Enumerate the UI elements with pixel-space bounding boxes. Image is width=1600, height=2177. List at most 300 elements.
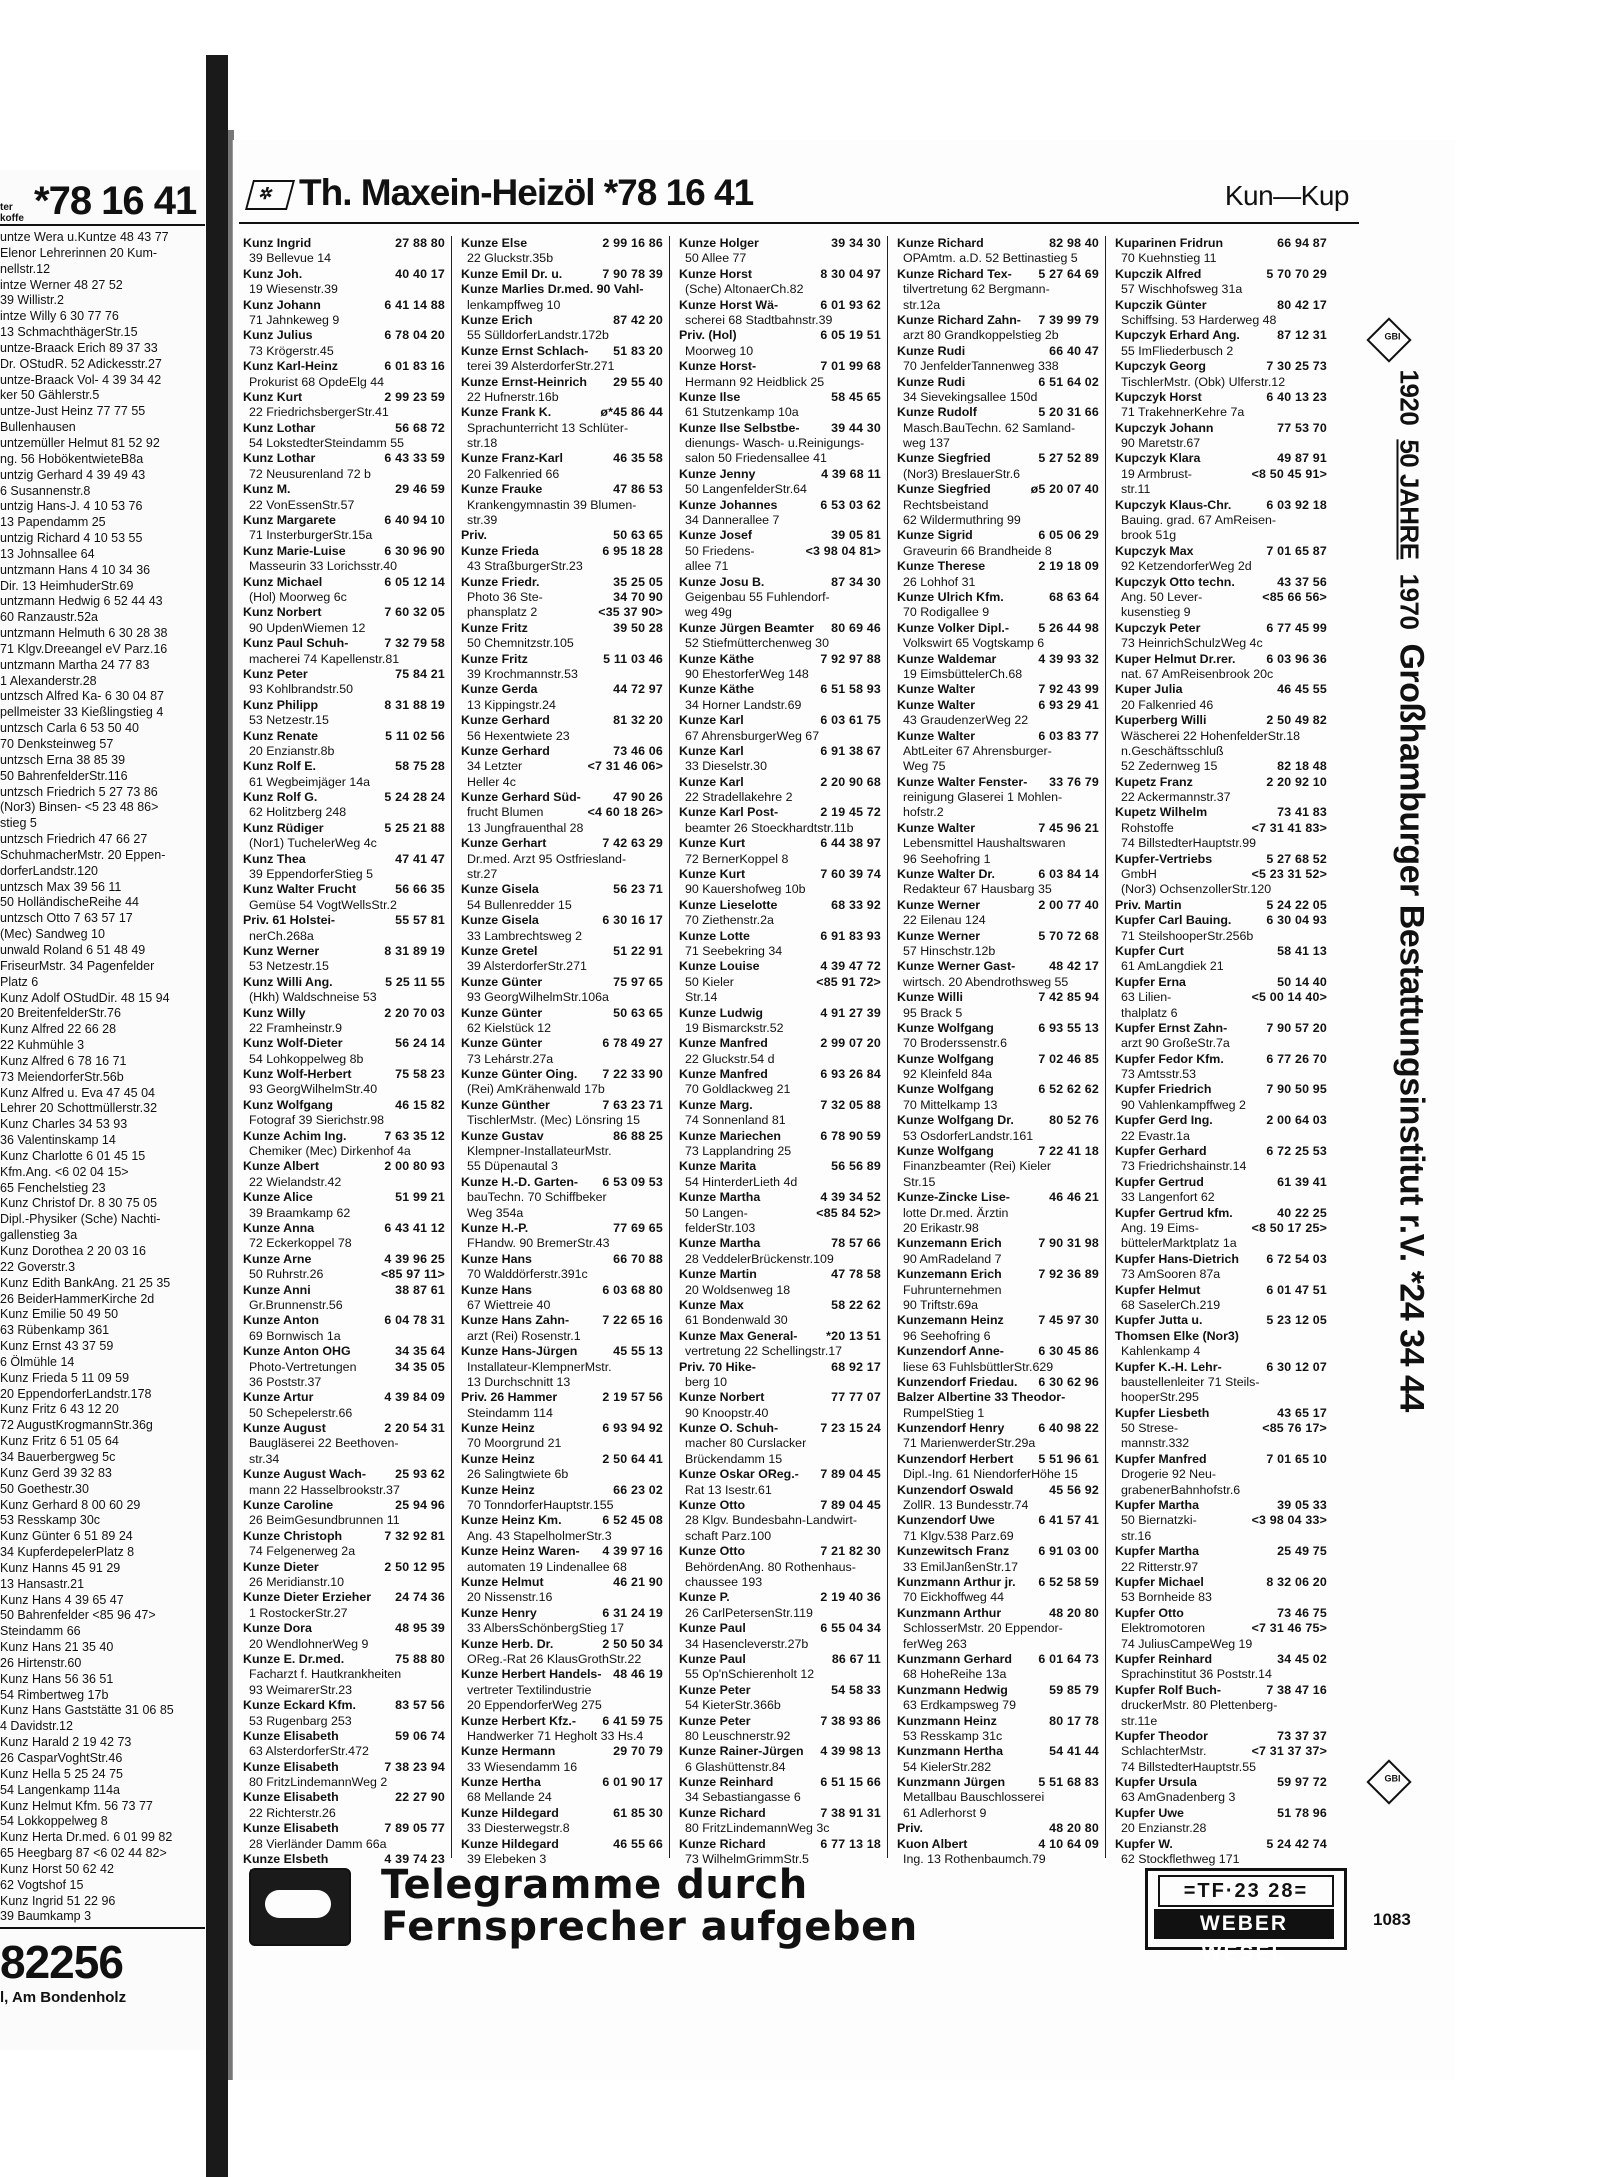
directory-entry bbox=[897, 1775, 1101, 1790]
entry-phone: 6 55 04 34 bbox=[820, 1621, 881, 1636]
directory-entry bbox=[897, 344, 1101, 359]
directory-entry bbox=[461, 667, 665, 682]
facing-entry-line: 22 Kuhmühle 3 bbox=[0, 1038, 85, 1053]
facing-entry-line: 65 Heegbarg 87 <6 02 44 82> bbox=[0, 1846, 167, 1861]
entry-phone: <7 31 37 37> bbox=[1251, 1744, 1327, 1759]
directory-entry bbox=[897, 282, 1101, 297]
entry-phone bbox=[441, 744, 447, 759]
facing-entry-line: 39 Willistr.2 bbox=[0, 293, 64, 308]
entry-phone: 6 40 98 22 bbox=[1038, 1421, 1099, 1436]
directory-entry bbox=[243, 1067, 447, 1082]
directory-entry bbox=[679, 559, 883, 574]
entry-text: 90 Vahlenkampffweg 2 bbox=[1121, 1097, 1246, 1112]
entry-phone: 5 27 68 52 bbox=[1266, 851, 1327, 866]
entry-phone: 6 91 38 67 bbox=[820, 743, 881, 758]
directory-entry bbox=[897, 1021, 1101, 1036]
directory-entry bbox=[897, 882, 1101, 897]
entry-text: schaft Parz.100 bbox=[685, 1528, 772, 1543]
entry-text: 90 Maretstr.67 bbox=[1121, 436, 1201, 451]
entry-phone bbox=[1095, 744, 1101, 759]
entry-text: Kunze Siegfried bbox=[897, 482, 991, 497]
entry-phone bbox=[1095, 1806, 1101, 1821]
entry-phone bbox=[877, 1760, 883, 1775]
directory-entry bbox=[679, 1714, 883, 1729]
entry-text: felderStr.103 bbox=[685, 1221, 756, 1235]
directory-entry bbox=[461, 605, 665, 620]
entry-phone: 54 58 33 bbox=[831, 1682, 881, 1697]
directory-entry bbox=[461, 528, 665, 543]
directory-entry bbox=[1115, 344, 1329, 359]
entry-phone bbox=[441, 805, 447, 820]
entry-phone bbox=[441, 1667, 447, 1682]
entry-phone: <85 91 72> bbox=[816, 974, 881, 989]
facing-entry-line: Kfm.Ang. <6 02 04 15> bbox=[0, 1164, 129, 1179]
entry-text: Kunze Elsbeth bbox=[243, 1852, 329, 1867]
entry-phone bbox=[441, 1606, 447, 1621]
directory-entry bbox=[243, 298, 447, 313]
facing-entry-line: 72 AugustKrogmannStr.36g bbox=[0, 1418, 153, 1433]
facing-entry-line: gallenstieg 3a bbox=[0, 1228, 78, 1243]
directory-entry bbox=[1115, 944, 1329, 959]
entry-text: Kunze Norbert bbox=[679, 1390, 765, 1405]
entry-text: Kunze Günter bbox=[461, 1036, 543, 1051]
directory-entry bbox=[1115, 1082, 1329, 1097]
entry-phone bbox=[1095, 1621, 1101, 1636]
directory-entry bbox=[897, 236, 1101, 251]
facing-entry-line: Kunz Ernst 43 37 59 bbox=[0, 1339, 114, 1354]
directory-entry bbox=[897, 1329, 1101, 1344]
directory-entry bbox=[897, 1421, 1101, 1436]
entry-text: 72 Neusurenland 72 b bbox=[249, 466, 371, 481]
directory-entry bbox=[897, 1313, 1101, 1328]
entry-phone: 6 30 45 86 bbox=[1038, 1344, 1099, 1359]
directory-entry bbox=[461, 1590, 665, 1605]
entry-phone bbox=[877, 451, 883, 466]
entry-phone: 2 99 23 59 bbox=[384, 389, 445, 404]
directory-entry bbox=[897, 251, 1101, 266]
directory-entry bbox=[461, 1313, 665, 1328]
directory-entry bbox=[897, 513, 1101, 528]
directory-entry bbox=[1115, 1329, 1329, 1344]
entry-text: Sprachunterricht 13 Schlüter- bbox=[467, 420, 629, 435]
directory-entry bbox=[897, 775, 1101, 790]
entry-text: Kunze Ludwig bbox=[679, 1005, 763, 1020]
entry-phone bbox=[659, 1821, 665, 1836]
directory-entry bbox=[1115, 836, 1329, 851]
entry-text: 74 JuliusCampeWeg 19 bbox=[1121, 1636, 1253, 1651]
entry-phone: 8 30 04 97 bbox=[820, 266, 881, 281]
entry-phone: 2 19 57 56 bbox=[602, 1390, 663, 1405]
entry-phone bbox=[1095, 1298, 1101, 1313]
entry-text: Kunz Paul Schuh- bbox=[243, 636, 349, 651]
directory-entry bbox=[679, 1313, 883, 1328]
entry-text: Kunze Martha bbox=[679, 1236, 761, 1251]
entry-phone bbox=[1323, 1236, 1329, 1251]
entry-text: Kunze Rainer-Jürgen bbox=[679, 1744, 804, 1759]
entry-text: 62 Holitzberg 248 bbox=[249, 805, 347, 820]
entry-phone bbox=[1323, 1714, 1329, 1729]
entry-phone bbox=[659, 1560, 665, 1575]
directory-entry bbox=[897, 1806, 1101, 1821]
directory-entry bbox=[1115, 882, 1329, 897]
entry-phone: 8 31 88 19 bbox=[384, 697, 445, 712]
directory-entry bbox=[243, 1621, 447, 1636]
entry-phone: 59 06 74 bbox=[395, 1728, 445, 1743]
entry-text: Kunze Jenny bbox=[679, 466, 756, 481]
directory-entry bbox=[243, 1283, 447, 1298]
entry-text: 53 Resskamp 31c bbox=[903, 1728, 1003, 1743]
entry-phone: ø*45 86 44 bbox=[600, 405, 663, 420]
directory-entry bbox=[1115, 1698, 1329, 1713]
entry-text: terei 39 AlsterdorferStr.271 bbox=[467, 359, 615, 374]
entry-text: Kunze Henry bbox=[461, 1605, 537, 1620]
facing-entry-line: Dr. OStudR. 52 Adickesstr.27 bbox=[0, 356, 162, 371]
entry-text: 67 Wiettreie 40 bbox=[467, 1297, 551, 1312]
entry-phone: 81 32 20 bbox=[613, 713, 663, 728]
entry-text: Gemüse 54 VogtWellsStr.2 bbox=[249, 897, 397, 912]
directory-entry bbox=[897, 1098, 1101, 1113]
directory-entry bbox=[461, 1513, 665, 1528]
facing-entry-line: Kunz Horst 50 62 42 bbox=[0, 1861, 114, 1876]
entry-text: (Nor3) OchsenzollerStr.120 bbox=[1121, 882, 1272, 897]
entry-phone bbox=[1323, 1067, 1329, 1082]
entry-phone bbox=[1095, 251, 1101, 266]
directory-entry bbox=[243, 1360, 447, 1375]
entry-phone bbox=[1095, 1729, 1101, 1744]
entry-phone: 2 19 18 09 bbox=[1038, 559, 1099, 574]
entry-text: 68 Mellande 24 bbox=[467, 1790, 552, 1805]
entry-text: Kunze Manfred bbox=[679, 1036, 768, 1051]
entry-phone: 6 30 16 17 bbox=[602, 913, 663, 928]
directory-entry bbox=[461, 1606, 665, 1621]
entry-phone: 7 23 15 24 bbox=[820, 1421, 881, 1436]
entry-text: Ang. 43 StapelholmerStr.3 bbox=[467, 1528, 612, 1543]
entry-text: Kunze Hildegard bbox=[461, 1836, 559, 1851]
directory-entry bbox=[897, 1560, 1101, 1575]
directory-entry bbox=[897, 929, 1101, 944]
directory-entry bbox=[897, 1113, 1101, 1128]
entry-text: brook 51g bbox=[1121, 528, 1177, 543]
entry-phone: 6 41 57 41 bbox=[1038, 1513, 1099, 1528]
directory-entry bbox=[1115, 590, 1329, 605]
directory-entry bbox=[679, 1221, 883, 1236]
directory-entry bbox=[679, 652, 883, 667]
entry-phone bbox=[659, 251, 665, 266]
entry-text: Graveurin 66 Brandheide 8 bbox=[903, 543, 1052, 558]
directory-entry bbox=[1115, 1344, 1329, 1359]
entry-text: 70 Broderssenstr.6 bbox=[903, 1036, 1008, 1051]
entry-phone: 22 27 90 bbox=[395, 1790, 445, 1805]
entry-text: 50 Kieler bbox=[685, 974, 734, 989]
entry-text: str.18 bbox=[467, 436, 498, 451]
directory-entry bbox=[897, 790, 1101, 805]
entry-phone bbox=[441, 1082, 447, 1097]
entry-phone bbox=[659, 667, 665, 682]
directory-entry bbox=[1115, 1837, 1329, 1852]
entry-text: Str.15 bbox=[903, 1174, 936, 1189]
directory-entry bbox=[897, 1283, 1101, 1298]
entry-phone bbox=[441, 1637, 447, 1652]
directory-entry bbox=[461, 1113, 665, 1128]
entry-phone: 51 99 21 bbox=[395, 1190, 445, 1205]
directory-entry bbox=[461, 1683, 665, 1698]
directory-entry bbox=[243, 1021, 447, 1036]
directory-entry bbox=[461, 1483, 665, 1498]
entry-phone bbox=[659, 1406, 665, 1421]
entry-text: Kunze Herb. Dr. bbox=[461, 1636, 554, 1651]
directory-entry bbox=[897, 1067, 1101, 1082]
entry-text: scherei 68 Stadtbahnstr.39 bbox=[685, 312, 833, 327]
entry-phone bbox=[877, 405, 883, 420]
entry-text: Kunze P. bbox=[679, 1590, 730, 1605]
entry-text: 70 Goldlackweg 21 bbox=[685, 1082, 791, 1097]
entry-phone bbox=[877, 790, 883, 805]
entry-phone: 73 46 75 bbox=[1277, 1605, 1327, 1620]
directory-entry bbox=[679, 375, 883, 390]
entry-phone bbox=[877, 1344, 883, 1359]
entry-phone: 5 24 22 05 bbox=[1266, 897, 1327, 912]
entry-text: Kunze Werner bbox=[897, 897, 981, 912]
directory-entry bbox=[461, 513, 665, 528]
directory-entry bbox=[243, 251, 447, 266]
entry-phone bbox=[1323, 929, 1329, 944]
directory-entry bbox=[461, 1375, 665, 1390]
directory-entry bbox=[461, 1714, 665, 1729]
entry-phone: 29 55 40 bbox=[613, 374, 663, 389]
entry-phone bbox=[659, 436, 665, 451]
facing-entry-line: Kunz Fritz 6 43 12 20 bbox=[0, 1402, 119, 1417]
entry-text: Kunz Wolf-Dieter bbox=[243, 1036, 343, 1051]
entry-text: Kunz Willy bbox=[243, 1005, 306, 1020]
directory-entry bbox=[461, 1283, 665, 1298]
facing-entry-line: 4 Davidstr.12 bbox=[0, 1719, 73, 1734]
entry-text: Kunze Paul bbox=[679, 1651, 746, 1666]
entry-phone: 39 34 30 bbox=[831, 236, 881, 250]
entry-text: 80 FritzLindemannWeg 2 bbox=[249, 1775, 388, 1790]
directory-entry bbox=[679, 1744, 883, 1759]
directory-entry bbox=[243, 1390, 447, 1405]
directory-entry bbox=[461, 898, 665, 913]
entry-text: Prokurist 68 OpdeElg 44 bbox=[249, 374, 384, 389]
entry-phone: 47 86 53 bbox=[613, 482, 663, 497]
entry-text: Kunze August bbox=[243, 1421, 326, 1436]
directory-entry bbox=[243, 698, 447, 713]
entry-phone bbox=[659, 467, 665, 482]
entry-text: Kunze Johannes bbox=[679, 497, 778, 512]
entry-phone bbox=[877, 1513, 883, 1528]
entry-phone: 7 92 36 89 bbox=[1038, 1267, 1099, 1282]
entry-phone: 4 91 27 39 bbox=[820, 1005, 881, 1020]
directory-entry bbox=[461, 559, 665, 574]
entry-text: BehördenAng. 80 Rothenhaus- bbox=[685, 1559, 856, 1574]
entry-text: 26 Meridianstr.10 bbox=[249, 1574, 345, 1589]
directory-entry bbox=[243, 775, 447, 790]
directory-entry bbox=[243, 1821, 447, 1836]
entry-text: Kunzewitsch Franz bbox=[897, 1544, 1010, 1559]
entry-text: Kunz Johann bbox=[243, 297, 321, 312]
entry-phone: 7 60 39 74 bbox=[820, 867, 881, 882]
entry-text: 20 Falkenried 66 bbox=[467, 466, 560, 481]
entry-phone bbox=[659, 390, 665, 405]
entry-text: Kunze Elisabeth bbox=[243, 1821, 339, 1836]
entry-text: TischlerMstr. (Mec) Lönsring 15 bbox=[467, 1113, 641, 1128]
entry-phone bbox=[659, 1590, 665, 1605]
entry-phone: 6 30 96 90 bbox=[384, 543, 445, 558]
entry-text: Kupczyk Johann bbox=[1115, 420, 1214, 435]
entry-phone bbox=[1323, 513, 1329, 528]
entry-phone: 58 41 13 bbox=[1277, 943, 1327, 958]
entry-phone bbox=[1095, 667, 1101, 682]
entry-phone bbox=[877, 590, 883, 605]
entry-text: nerCh.268a bbox=[249, 928, 314, 943]
entry-text: 61 Bondenwald 30 bbox=[685, 1313, 788, 1328]
entry-text: Kupetz Wilhelm bbox=[1115, 805, 1208, 820]
facing-entry-line: 62 Vogtshof 15 bbox=[0, 1877, 84, 1892]
directory-entry bbox=[461, 298, 665, 313]
facing-entry-line: Kunz Hans 4 39 65 47 bbox=[0, 1592, 124, 1607]
directory-entry bbox=[897, 575, 1101, 590]
entry-phone bbox=[441, 1144, 447, 1159]
directory-entry bbox=[897, 1129, 1101, 1144]
facing-entry-line: Kunz Harald 2 19 42 73 bbox=[0, 1735, 132, 1750]
entry-phone bbox=[1323, 882, 1329, 897]
directory-entry bbox=[897, 682, 1101, 697]
entry-phone bbox=[877, 313, 883, 328]
funeral-logo-icon: GBI bbox=[1366, 317, 1411, 362]
entry-phone bbox=[1095, 1667, 1101, 1682]
entry-phone bbox=[659, 1621, 665, 1636]
directory-entry bbox=[897, 267, 1101, 282]
entry-text: 36 Poststr.37 bbox=[249, 1374, 322, 1389]
entry-text: 96 Seehofring 1 bbox=[903, 851, 991, 866]
entry-text: Kupfer Gerhard bbox=[1115, 1144, 1207, 1159]
directory-entry bbox=[1115, 1452, 1329, 1467]
entry-phone bbox=[877, 1729, 883, 1744]
entry-text: mannstr.332 bbox=[1121, 1436, 1190, 1451]
entry-phone: 2 20 90 68 bbox=[820, 774, 881, 789]
entry-phone: 4 39 96 25 bbox=[384, 1251, 445, 1266]
entry-phone: 6 05 12 14 bbox=[384, 574, 445, 589]
entry-phone bbox=[659, 898, 665, 913]
side-advertisement bbox=[1361, 320, 1431, 1800]
entry-text: str.27 bbox=[467, 867, 498, 882]
facing-entry-line: 1 Alexanderstr.28 bbox=[0, 673, 97, 688]
entry-text: Chemiker (Mec) Dirkenhof 4a bbox=[249, 1144, 411, 1159]
directory-entry bbox=[461, 1667, 665, 1682]
entry-phone bbox=[1323, 1190, 1329, 1205]
entry-phone: 68 33 92 bbox=[831, 897, 881, 912]
directory-entry bbox=[243, 544, 447, 559]
entry-text: Kunze Fritz bbox=[461, 620, 528, 635]
entry-text: Kunze Gerhard Süd- bbox=[461, 790, 581, 805]
entry-text: berg 10 bbox=[685, 1374, 728, 1389]
entry-phone bbox=[441, 313, 447, 328]
entry-phone: 5 51 96 61 bbox=[1038, 1451, 1099, 1466]
entry-phone bbox=[441, 405, 447, 420]
entry-text: Kunze Helmut bbox=[461, 1574, 544, 1589]
entry-phone bbox=[1323, 1760, 1329, 1775]
entry-phone bbox=[441, 1683, 447, 1698]
directory-entry bbox=[897, 698, 1101, 713]
entry-phone bbox=[877, 1667, 883, 1682]
entry-text: 33 Lambrechtsweg 2 bbox=[467, 928, 583, 943]
directory-entry bbox=[897, 667, 1101, 682]
entry-phone bbox=[1095, 1221, 1101, 1236]
directory-entry bbox=[897, 1714, 1101, 1729]
entry-phone bbox=[441, 528, 447, 543]
directory-entry bbox=[679, 467, 883, 482]
entry-text: Kunze Gerhard bbox=[461, 743, 550, 758]
entry-phone: 46 35 58 bbox=[613, 451, 663, 466]
entry-text: Kupetz Franz bbox=[1115, 774, 1193, 789]
entry-text: Kunze Marlies Dr.med. 90 Vahl- bbox=[461, 282, 644, 297]
entry-text: arzt 90 GroßeStr.7a bbox=[1121, 1036, 1230, 1051]
entry-text: 63 Lilien- bbox=[1121, 990, 1172, 1005]
entry-phone bbox=[1095, 436, 1101, 451]
facing-entry-line: SchuhmacherMstr. 20 Eppen- bbox=[0, 847, 166, 862]
entry-phone: <7 31 46 75> bbox=[1251, 1621, 1327, 1636]
directory-entry bbox=[1115, 929, 1329, 944]
entry-text: 70 Moorgrund 21 bbox=[467, 1436, 562, 1451]
entry-phone: 43 65 17 bbox=[1277, 1405, 1327, 1420]
directory-entry bbox=[243, 667, 447, 682]
directory-entry bbox=[243, 436, 447, 451]
entry-phone bbox=[877, 852, 883, 867]
directory-entry bbox=[243, 359, 447, 374]
directory-entry bbox=[1115, 667, 1329, 682]
entry-phone: 6 41 14 88 bbox=[384, 297, 445, 312]
directory-entry bbox=[461, 929, 665, 944]
entry-text: 61 AmLangdiek 21 bbox=[1121, 959, 1224, 974]
entry-phone bbox=[441, 621, 447, 636]
entry-phone bbox=[1095, 713, 1101, 728]
directory-entry bbox=[1115, 821, 1329, 836]
directory-entry bbox=[897, 1436, 1101, 1451]
directory-entry bbox=[243, 1159, 447, 1174]
directory-entry bbox=[461, 359, 665, 374]
entry-text: Lebensmittel Haushaltswaren bbox=[903, 836, 1066, 851]
directory-entry bbox=[461, 1652, 665, 1667]
facing-entry-line: Kunz Adolf OStudDir. 48 15 94 bbox=[0, 990, 170, 1005]
directory-entry bbox=[679, 1421, 883, 1436]
entry-phone: 7 32 92 81 bbox=[384, 1528, 445, 1543]
directory-entry bbox=[1115, 775, 1329, 790]
entry-text: büttelerMarktplatz 1a bbox=[1121, 1236, 1237, 1251]
directory-column-2 bbox=[461, 236, 670, 1867]
entry-text: str.11 bbox=[1121, 482, 1151, 497]
directory-entry bbox=[679, 298, 883, 313]
directory-entry bbox=[897, 1790, 1101, 1805]
entry-phone: 7 90 57 20 bbox=[1266, 1020, 1327, 1035]
entry-text: 20 Nissenstr.16 bbox=[467, 1590, 553, 1605]
facing-entry-line: untzig Hans-J. 4 10 53 76 bbox=[0, 499, 143, 514]
facing-entry-line: Kunz Helmut Kfm. 56 73 77 bbox=[0, 1798, 153, 1813]
entry-phone bbox=[877, 1144, 883, 1159]
entry-phone bbox=[441, 1544, 447, 1559]
entry-text: Kunz Willi Ang. bbox=[243, 974, 333, 989]
directory-entry bbox=[897, 313, 1101, 328]
entry-phone bbox=[877, 759, 883, 774]
facing-entry-line: Kunz Frieda 5 11 09 59 bbox=[0, 1370, 130, 1385]
directory-entry bbox=[679, 1498, 883, 1513]
entry-phone: 80 17 78 bbox=[1049, 1713, 1099, 1728]
directory-entry bbox=[679, 790, 883, 805]
entry-text: 22 Ackermannstr.37 bbox=[1121, 790, 1231, 805]
facing-entry-line: untze-Just Heinz 77 77 55 bbox=[0, 404, 146, 419]
directory-entry bbox=[679, 1113, 883, 1128]
entry-phone bbox=[1095, 1790, 1101, 1805]
entry-phone bbox=[441, 1375, 447, 1390]
